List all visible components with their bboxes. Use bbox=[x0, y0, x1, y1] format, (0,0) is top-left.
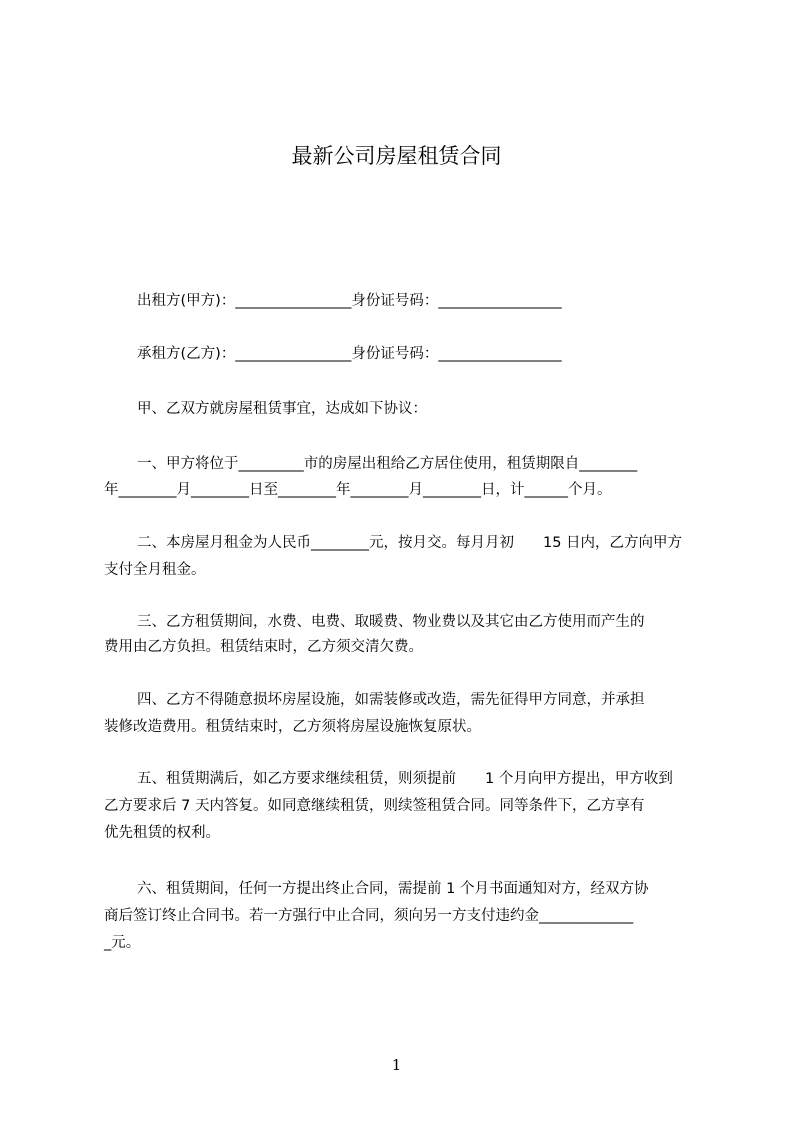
document-title: 最新公司房屋租赁合同 bbox=[291, 144, 502, 168]
party-a-line: 出租方(甲方)：________________身份证号码：_________________ bbox=[137, 293, 562, 309]
clause-1-line-2: 年________月________日至________年________月________日，计______个月。 bbox=[104, 482, 612, 498]
clause-2-line-2: 支付全月租金。 bbox=[104, 562, 206, 578]
clause-6-line-1: 六、租赁期间，任何一方提出终止合同，需提前 1 个月书面通知对方，经双方协 bbox=[137, 881, 649, 897]
clause-6-line-3: _元。 bbox=[104, 935, 141, 951]
party-b-line: 承租方(乙方)：________________身份证号码：_________________ bbox=[137, 346, 562, 362]
clause-3-line-2: 费用由乙方负担。租赁结束时，乙方须交清欠费。 bbox=[104, 639, 423, 655]
agreement-intro: 甲、乙双方就房屋租赁事宜，达成如下协议： bbox=[137, 401, 427, 417]
clause-5-line-1: 五、租赁期满后，如乙方要求继续租赁，则须提前 1 个月向甲方提出，甲方收到 bbox=[137, 771, 673, 787]
clause-2-line-1: 二、本房屋月租金为人民币________元，按月交。每月月初 15 日内，乙方向甲方 bbox=[137, 535, 683, 551]
clause-4-line-1: 四、乙方不得随意损坏房屋设施，如需装修或改造，需先征得甲方同意，并承担 bbox=[137, 692, 645, 708]
clause-5-line-2: 乙方要求后 7 天内答复。如同意继续租赁，则续签租赁合同。同等条件下，乙方享有 bbox=[104, 798, 645, 814]
clause-4-line-2: 装修改造费用。租赁结束时，乙方须将房屋设施恢复原状。 bbox=[104, 719, 481, 735]
clause-3-line-1: 三、乙方租赁期间，水费、电费、取暖费、物业费以及其它由乙方使用而产生的 bbox=[137, 614, 645, 630]
clause-1-line-1: 一、甲方将位于_________市的房屋出租给乙方居住使用，租赁期限自________ bbox=[137, 456, 638, 472]
clause-5-line-3: 优先租赁的权利。 bbox=[104, 825, 220, 841]
page-number: 1 bbox=[391, 1056, 402, 1074]
clause-6-line-2: 商后签订终止合同书。若一方强行中止合同，须向另一方支付违约金_____________ bbox=[104, 908, 634, 924]
